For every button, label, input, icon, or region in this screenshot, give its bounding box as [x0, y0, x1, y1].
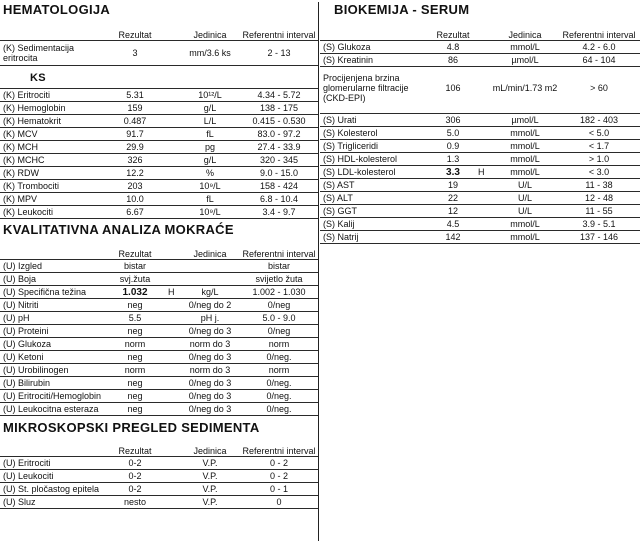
table-row [0, 260, 318, 273]
biochem-title: BIOKEMIJA - SERUM [334, 2, 470, 17]
row-value: 4.8 [446, 42, 460, 52]
row-ref: < 1.7 [588, 141, 610, 151]
row-ref: 4.34 - 5.72 [257, 90, 301, 100]
row-unit: norm do 3 [189, 365, 231, 375]
row-value: 159 [127, 103, 143, 113]
row-unit: 10¹²/L [198, 90, 222, 100]
row-name: Procijenjena brzina glomerularne filtracije (CKD-EPI) [323, 73, 409, 103]
row-value: neg [127, 326, 143, 336]
row-ref: 11 - 55 [585, 206, 613, 216]
row-ref: norm [268, 365, 290, 375]
row-unit: mm/3.6 ks [189, 48, 231, 58]
row-ref: 11 - 38 [585, 180, 613, 190]
row-value: nesto [123, 497, 147, 507]
table-row [320, 179, 640, 192]
header-ref: Referentni interval [242, 30, 316, 40]
row-name: (U) Eritrociti/Hemoglobin [3, 391, 102, 401]
row-unit: fL [206, 194, 214, 204]
table-row [320, 153, 640, 166]
table-row [320, 127, 640, 140]
row-ref: > 1.0 [588, 154, 610, 164]
header-result: Rezultat [436, 30, 470, 40]
row-ref: 2 - 13 [267, 48, 291, 58]
table-row [0, 128, 318, 141]
row-ref: 83.0 - 97.2 [257, 129, 301, 139]
row-unit: mmol/L [510, 42, 540, 52]
row-value: norm [124, 365, 146, 375]
row-value: 142 [445, 232, 461, 242]
row-value: 306 [445, 115, 461, 125]
row-unit: g/L [203, 155, 217, 165]
row-name: (K) Hematokrit [3, 116, 62, 126]
row-value: 6.67 [126, 207, 144, 217]
row-value: 0-2 [128, 471, 142, 481]
table-row [320, 231, 640, 244]
left-column [0, 0, 318, 509]
row-value: neg [127, 391, 143, 401]
row-unit: kg/L [201, 287, 219, 297]
header-result: Rezultat [118, 446, 152, 456]
row-name: (S) Kalij [323, 219, 355, 229]
urine-header [0, 237, 318, 259]
table-row [0, 193, 318, 206]
row-name: (U) Izgled [3, 261, 43, 271]
row-value: neg [127, 352, 143, 362]
hematology-header [0, 18, 318, 40]
row-value: 3.3 [446, 166, 460, 178]
row-value: 19 [447, 180, 458, 190]
row-name: (U) Eritrociti [3, 458, 51, 468]
row-ref: 0 - 2 [269, 458, 288, 468]
row-name: (S) AST [323, 180, 355, 190]
row-unit: 10⁹/L [199, 207, 221, 217]
header-unit: Jedinica [193, 249, 227, 259]
row-value: 3 [132, 48, 138, 58]
row-name: (K) MPV [3, 194, 38, 204]
row-unit: 0/neg do 3 [188, 391, 232, 401]
row-value: 5.31 [126, 90, 144, 100]
row-unit: µmol/L [511, 115, 539, 125]
row-name: (S) Kolesterol [323, 128, 378, 138]
row-ref: < 5.0 [588, 128, 610, 138]
row-unit: g/L [203, 103, 217, 113]
row-ref: 0/neg. [266, 391, 292, 401]
row-unit: µmol/L [511, 55, 539, 65]
row-value: neg [127, 404, 143, 414]
table-row [320, 54, 640, 67]
table-row [320, 205, 640, 218]
row-value: 106 [445, 83, 461, 93]
row-flag: H [168, 287, 175, 297]
header-result: Rezultat [118, 30, 152, 40]
row-name: (U) Leukociti [3, 471, 54, 481]
table-row [0, 403, 318, 416]
urine-title: KVALITATIVNA ANALIZA MOKRAĆE [3, 222, 234, 237]
row-name: (K) Eritrociti [3, 90, 50, 100]
table-row [0, 312, 318, 325]
row-value: neg [127, 378, 143, 388]
row-ref: 0.415 - 0.530 [252, 116, 306, 126]
hematology-table [0, 88, 318, 219]
table-row [0, 180, 318, 193]
row-value: 4.5 [446, 219, 460, 229]
row-ref: 4.2 - 6.0 [582, 42, 616, 52]
row-unit: V.P. [202, 471, 218, 481]
table-row [320, 140, 640, 153]
row-ref: 0/neg [267, 300, 291, 310]
row-value: 0.487 [123, 116, 147, 126]
table-row [0, 89, 318, 102]
table-row [0, 483, 318, 496]
table-row [320, 166, 640, 179]
header-ref: Referentni interval [242, 446, 316, 456]
row-ref: 64 - 104 [582, 55, 616, 65]
row-value: 10.0 [126, 194, 144, 204]
sedimentation-row [0, 40, 318, 66]
row-unit: U/L [517, 193, 532, 203]
row-ref: > 60 [590, 83, 608, 93]
row-name: (K) Hemoglobin [3, 103, 66, 113]
biochem-header [320, 16, 640, 40]
row-unit: mmol/L [510, 141, 540, 151]
row-value: norm [124, 339, 146, 349]
row-unit: V.P. [202, 497, 218, 507]
row-ref: 320 - 345 [259, 155, 299, 165]
row-name: (K) Trombociti [3, 181, 60, 191]
row-ref: 3.4 - 9.7 [262, 207, 296, 217]
row-unit: V.P. [202, 458, 218, 468]
row-flag: H [478, 167, 485, 177]
row-ref: 138 - 175 [259, 103, 299, 113]
sediment-header [0, 434, 318, 456]
biochem-table-a [320, 40, 640, 67]
urine-table [0, 259, 318, 416]
row-value: 1.032 [122, 286, 148, 298]
table-row [0, 325, 318, 338]
row-ref: 137 - 146 [579, 232, 619, 242]
row-name: (S) ALT [323, 193, 353, 203]
row-ref: 6.8 - 10.4 [259, 194, 299, 204]
header-result: Rezultat [118, 249, 152, 259]
row-name: (K) MCV [3, 129, 38, 139]
table-row [0, 167, 318, 180]
biochem-table-b [320, 113, 640, 244]
row-name: (U) Ketoni [3, 352, 44, 362]
row-value: 29.9 [126, 142, 144, 152]
row-unit: 0/neg do 3 [188, 326, 232, 336]
table-row [0, 299, 318, 312]
row-name: (S) Glukoza [323, 42, 371, 52]
sediment-title: MIKROSKOPSKI PREGLED SEDIMENTA [3, 420, 260, 435]
table-row [0, 351, 318, 364]
table-row [320, 114, 640, 127]
row-name: (S) Urati [323, 115, 357, 125]
table-row [0, 364, 318, 377]
row-unit: mmol/L [510, 128, 540, 138]
row-ref: 0 - 1 [269, 484, 288, 494]
table-row [0, 338, 318, 351]
row-unit: 0/neg do 2 [188, 300, 232, 310]
row-unit: U/L [517, 206, 532, 216]
row-name: (S) Trigliceridi [323, 141, 379, 151]
right-column [320, 0, 640, 244]
header-ref: Referentni interval [562, 30, 636, 40]
table-row [0, 496, 318, 509]
row-ref: 0/neg. [266, 352, 292, 362]
row-ref: 182 - 403 [579, 115, 619, 125]
table-row [0, 102, 318, 115]
row-name: (S) HDL-kolesterol [323, 154, 398, 164]
table-row [0, 286, 318, 299]
row-name: (U) Boja [3, 274, 37, 284]
row-ref: 0/neg [267, 326, 291, 336]
ks-label: KS [30, 72, 46, 84]
row-value: bistar [123, 261, 146, 271]
row-name: (U) Proteini [3, 326, 49, 336]
row-unit: mmol/L [510, 219, 540, 229]
row-unit: mmol/L [510, 167, 540, 177]
row-value: 91.7 [126, 129, 144, 139]
row-name: (K) MCHC [3, 155, 45, 165]
row-name: (U) Specifična težina [3, 287, 87, 297]
row-name: (U) Nitriti [3, 300, 39, 310]
row-ref: 0/neg. [266, 378, 292, 388]
row-value: 0-2 [128, 484, 142, 494]
row-ref: 27.4 - 33.9 [257, 142, 301, 152]
row-value: 0-2 [128, 458, 142, 468]
row-unit: V.P. [202, 484, 218, 494]
row-value: 5.0 [446, 128, 460, 138]
row-ref: norm [268, 339, 290, 349]
row-unit: pH j. [200, 313, 220, 323]
row-name: (S) GGT [323, 206, 357, 216]
egfr-row [320, 67, 640, 109]
row-ref: 9.0 - 15.0 [259, 168, 299, 178]
table-row [0, 457, 318, 470]
header-ref: Referentni interval [242, 249, 316, 259]
row-value: 1.3 [446, 154, 460, 164]
row-value: 12.2 [126, 168, 144, 178]
row-value: 0.9 [446, 141, 460, 151]
row-ref: 0 [276, 497, 282, 507]
row-value: neg [127, 300, 143, 310]
row-name: (U) pH [3, 313, 30, 323]
row-ref: svijetlo žuta [255, 274, 303, 284]
row-name: (U) Glukoza [3, 339, 52, 349]
row-ref: 0/neg. [266, 404, 292, 414]
row-value: 12 [447, 206, 458, 216]
row-name: (S) Kreatinin [323, 55, 374, 65]
row-ref: 3.9 - 5.1 [582, 219, 616, 229]
row-ref: < 3.0 [588, 167, 610, 177]
row-unit: 0/neg do 3 [188, 378, 232, 388]
header-unit: Jedinica [193, 30, 227, 40]
table-row [320, 192, 640, 205]
row-name: (K) RDW [3, 168, 39, 178]
header-unit: Jedinica [508, 30, 542, 40]
row-name: (S) Natrij [323, 232, 359, 242]
row-ref: 158 - 424 [259, 181, 299, 191]
row-unit: 0/neg do 3 [188, 352, 232, 362]
row-name: (U) Leukocitna esteraza [3, 404, 99, 414]
row-name: (U) St. pločastog epitela [3, 484, 100, 494]
row-ref: 12 - 48 [584, 193, 614, 203]
row-unit: mL/min/1.73 m2 [492, 83, 558, 93]
row-value: svj.žuta [119, 274, 151, 284]
row-unit: mmol/L [510, 232, 540, 242]
row-value: 22 [447, 193, 458, 203]
table-row [0, 154, 318, 167]
row-value: 203 [127, 181, 143, 191]
table-row [0, 377, 318, 390]
table-row [320, 41, 640, 54]
row-ref: bistar [267, 261, 290, 271]
row-unit: mmol/L [510, 154, 540, 164]
table-row [0, 470, 318, 483]
sediment-table [0, 456, 318, 509]
table-row [320, 218, 640, 231]
row-unit: L/L [203, 116, 217, 126]
table-row [0, 141, 318, 154]
table-row [0, 115, 318, 128]
row-unit: % [205, 168, 214, 178]
table-row [0, 390, 318, 403]
row-name: (K) Sedimentacija eritrocita [3, 43, 75, 63]
row-name: (K) MCH [3, 142, 38, 152]
row-name: (U) Urobilinogen [3, 365, 69, 375]
row-ref: 1.002 - 1.030 [252, 287, 306, 297]
row-ref: 0 - 2 [269, 471, 288, 481]
row-name: (K) Leukociti [3, 207, 54, 217]
hematology-title: HEMATOLOGIJA [3, 2, 111, 17]
table-row [0, 273, 318, 286]
row-unit: 0/neg do 3 [188, 404, 232, 414]
row-name: (U) Sluz [3, 497, 36, 507]
row-value: 326 [127, 155, 143, 165]
row-value: 5.5 [128, 313, 142, 323]
table-row [0, 206, 318, 219]
row-unit: pg [204, 142, 215, 152]
row-value: 86 [447, 55, 458, 65]
row-unit: U/L [517, 180, 532, 190]
row-ref: 5.0 - 9.0 [262, 313, 296, 323]
row-name: (S) LDL-kolesterol [323, 167, 396, 177]
header-unit: Jedinica [193, 446, 227, 456]
row-name: (U) Bilirubin [3, 378, 51, 388]
row-unit: fL [206, 129, 214, 139]
column-divider [318, 2, 319, 541]
row-unit: 10⁹/L [199, 181, 221, 191]
row-unit: norm do 3 [189, 339, 231, 349]
